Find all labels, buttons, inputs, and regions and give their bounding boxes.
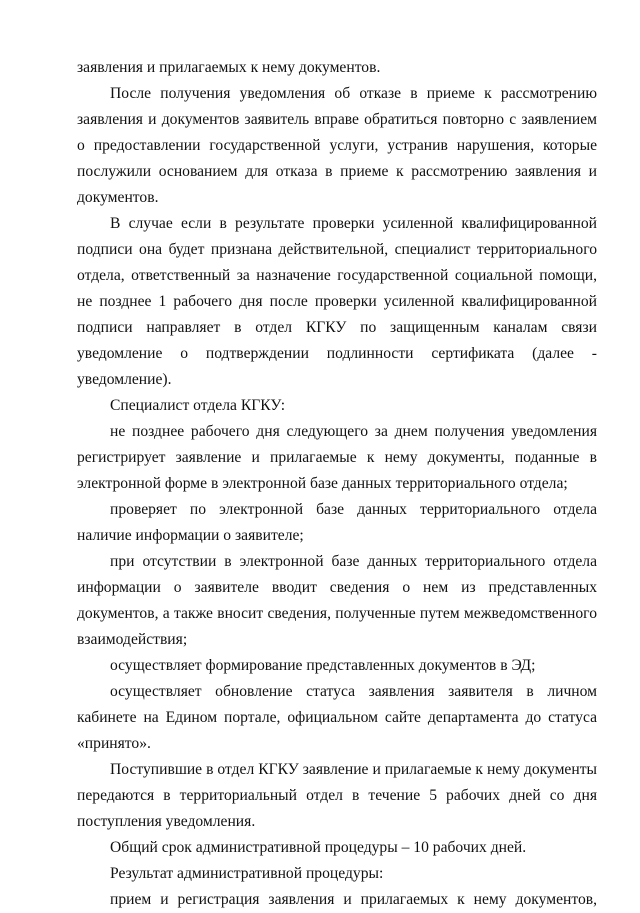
paragraph-transfer: Поступившие в отдел КГКУ заявление и прилагаемые к нему документы передаются в территориальный отдел в течение 5 рабочих дней со дня поступления уведомления. (77, 761, 597, 830)
paragraph-registration: не позднее рабочего дня следующего за днем получения уведомления регистрирует заявление и прилагаемые к нему документы, поданные в электронной форме в электронной базе данных территориального отдела; (77, 423, 597, 492)
paragraph-result-heading: Результат административной процедуры: (110, 865, 384, 882)
document-page (77, 55, 597, 913)
paragraph-refusal-notice: После получения уведомления об отказе в приеме к рассмотрению заявления и документов заявитель вправе обратиться повторно с заявлением о предоставлении государственной услуги, устранив нарушения, которые послужили основанием для отказа в приеме к рассмотрению заявления и документов. (77, 85, 597, 206)
paragraph-database-check: проверяет по электронной базе данных территориального отдела наличие информации о заявителе; (77, 501, 597, 544)
paragraph-status-update: осуществляет обновление статуса заявления заявителя в личном кабинете на Едином портале, официальном сайте департамента до статуса «принято». (77, 683, 597, 752)
paragraph-signature-check: В случае если в результате проверки усиленной квалифицированной подписи она будет признана действительной, специалист территориального отдела, ответственный за назначение государственной социальной помощи, не позднее 1 рабочего дня после проверки усиленной квалифицированной подписи направляет в отдел КГКУ по защищенным каналам связи уведомление о подтверждении подлинности сертификата (далее - уведомление). (77, 215, 597, 388)
paragraph-total-term: Общий срок административной процедуры – 10 рабочих дней. (110, 839, 527, 856)
paragraph-continuation: заявления и прилагаемых к нему документов. (77, 59, 381, 76)
paragraph-result-text: прием и регистрация заявления и прилагаемых к нему документов, (110, 891, 597, 908)
paragraph-specialist-heading: Специалист отдела КГКУ: (110, 397, 286, 414)
paragraph-data-entry: при отсутствии в электронной базе данных территориального отдела информации о заявителе вводит сведения о нем из представленных документов, а также вносит сведения, полученные путем межведомственного взаимодействия; (77, 553, 597, 648)
paragraph-ed-formation: осуществляет формирование представленных документов в ЭД; (110, 657, 536, 674)
